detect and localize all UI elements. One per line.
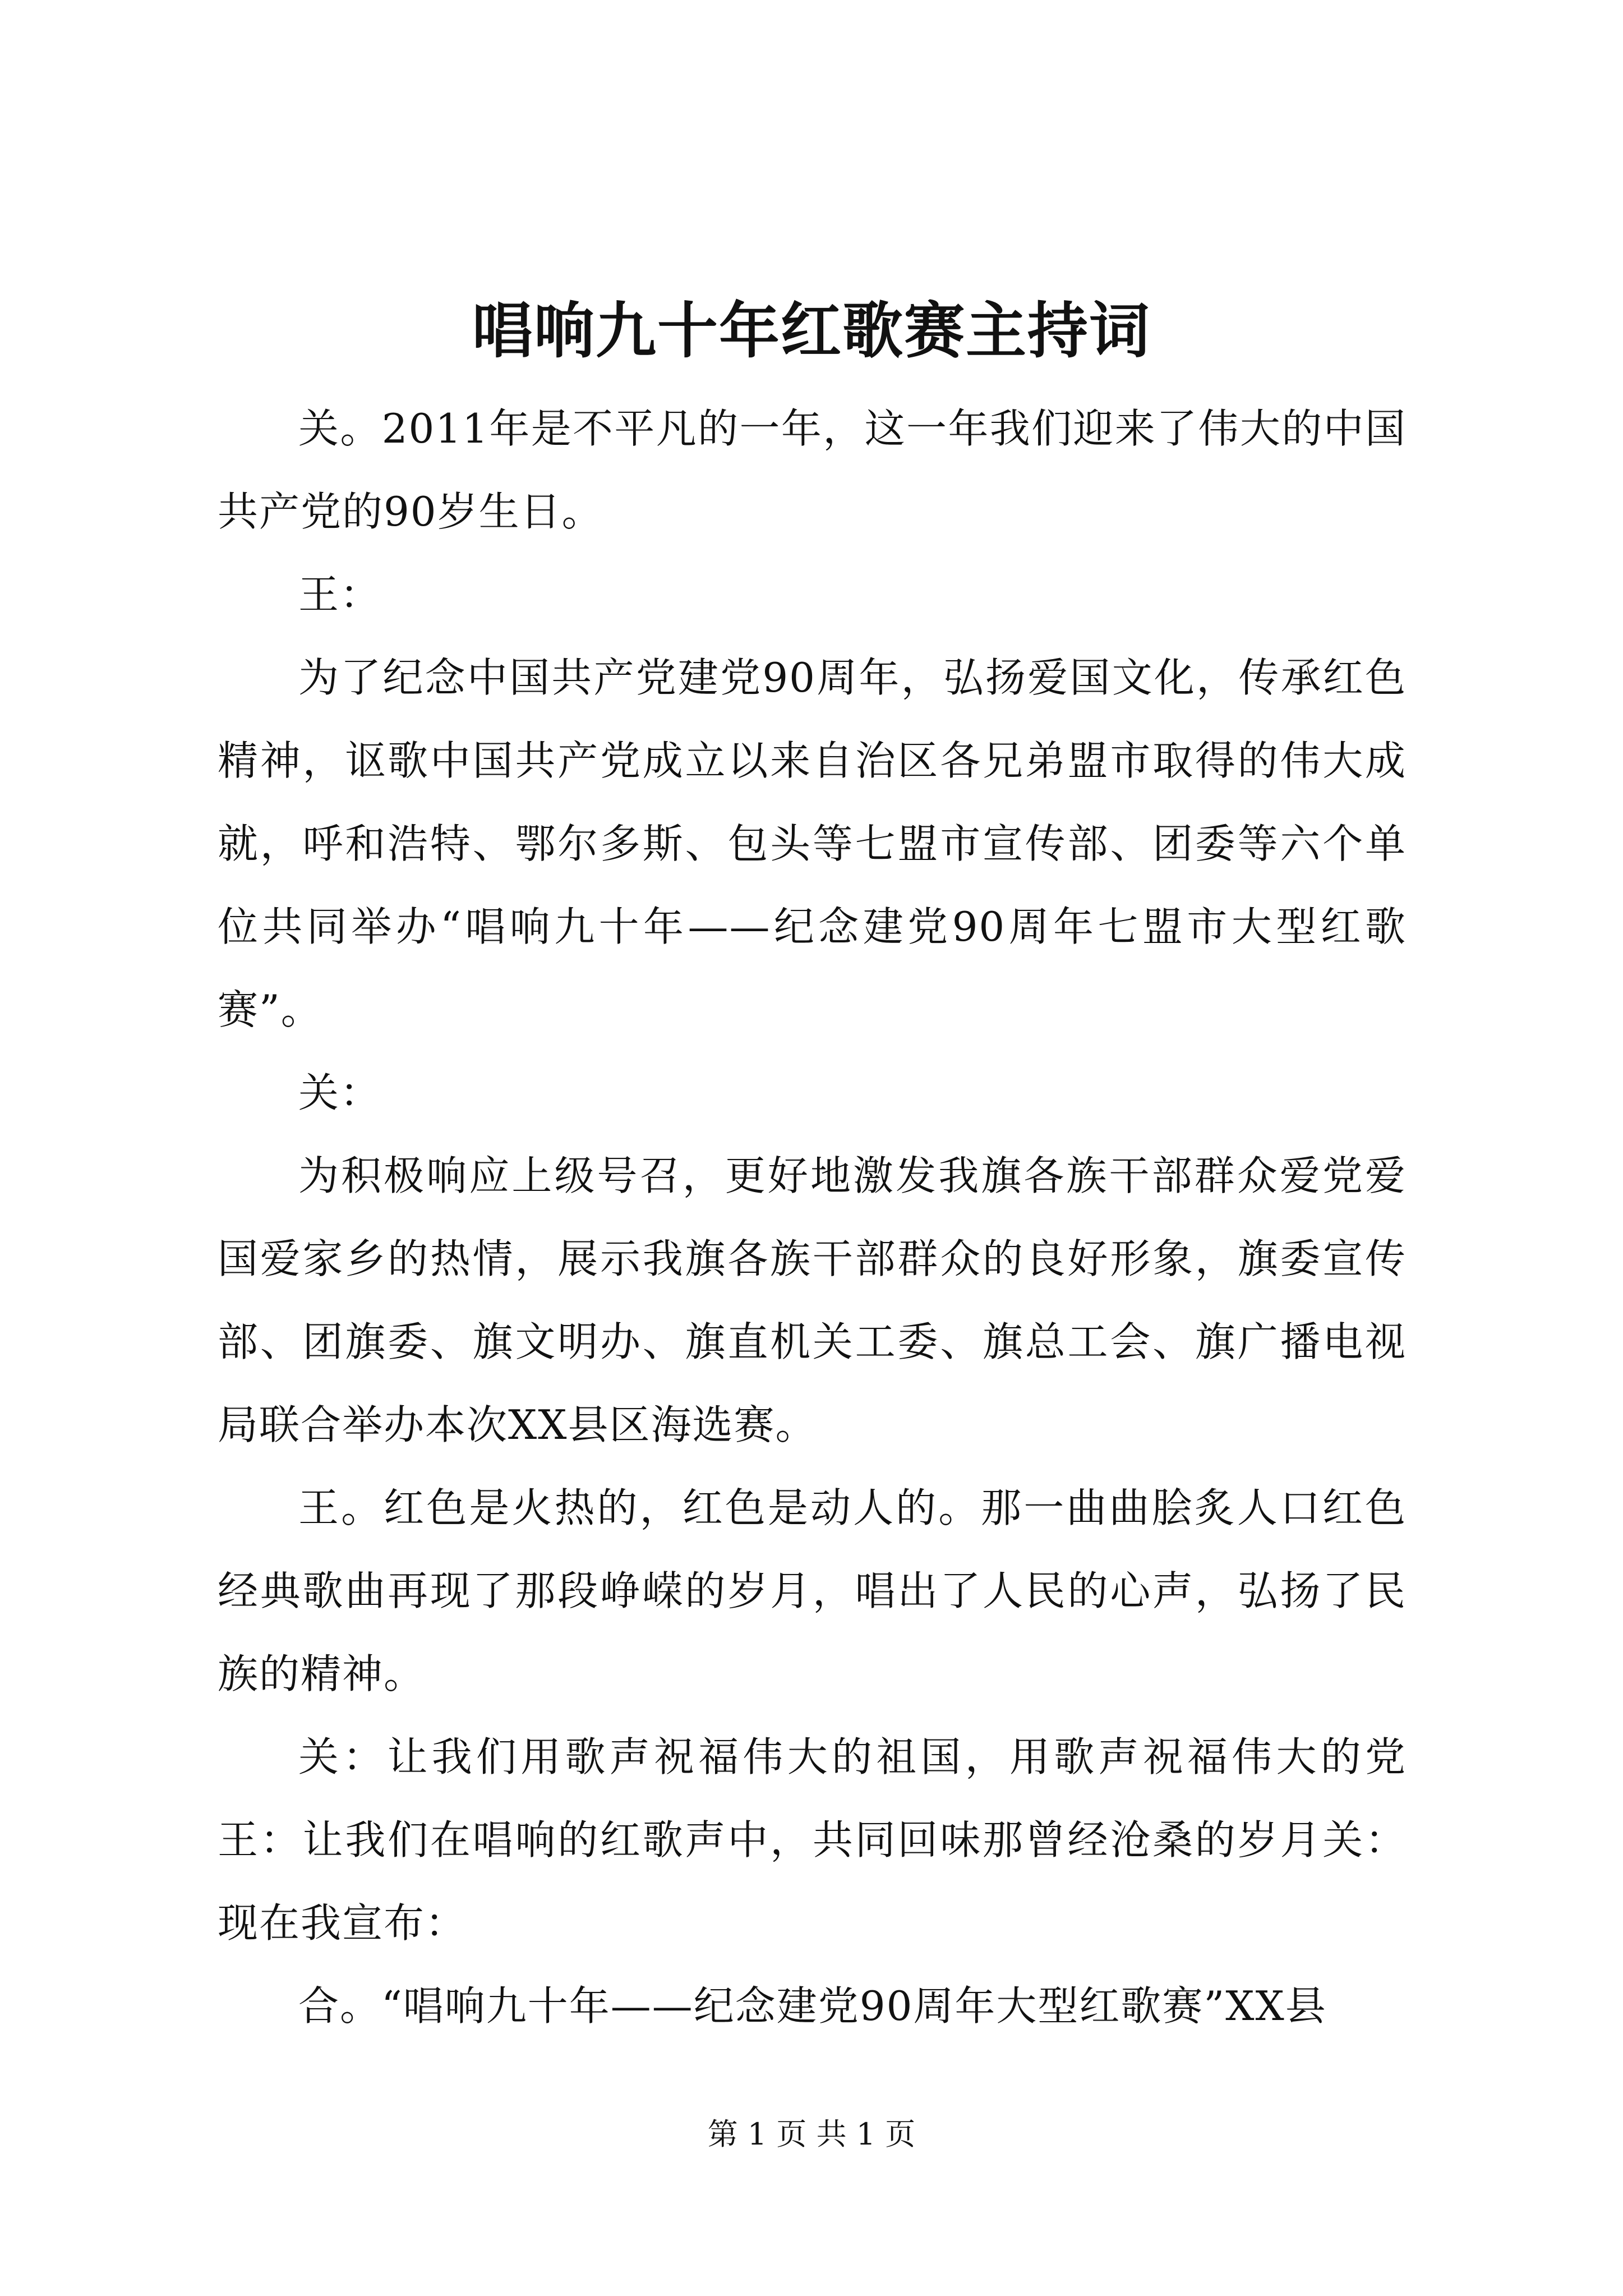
paragraph: 王。红色是火热的，红色是动人的。那一曲曲脍炙人口红色经典歌曲再现了那段峥嵘的岁月，唱出了人民的心声，弘扬了民族的精神。 bbox=[218, 1484, 1407, 1697]
page-number-footer: 第 1 页 共 1 页 bbox=[707, 2116, 916, 2152]
paragraph: 为积极响应上级号召，更好地激发我旗各族干部群众爱党爱国爱家乡的热情，展示我旗各族干部群众的良好形象，旗委宣传部、团旗委、旗文明办、旗直机关工委、旗总工会、旗广播电视局联合举办本次XX县区海选赛。 bbox=[218, 1152, 1407, 1448]
paragraph: 关。2011年是不平凡的一年，这一年我们迎来了伟大的中国共产党的90岁生日。 bbox=[218, 405, 1407, 535]
document-title: 唱响九十年红歌赛主持词 bbox=[472, 296, 1151, 366]
paragraph: 关：让我们用歌声祝福伟大的祖国，用歌声祝福伟大的党王：让我们在唱响的红歌声中，共同回味那曾经沧桑的岁月关：现在我宣布： bbox=[218, 1733, 1407, 1947]
paragraph: 合。“唱响九十年——纪念建党90周年大型红歌赛”XX县 bbox=[298, 1982, 1327, 2030]
paragraph: 关： bbox=[298, 1069, 382, 1116]
paragraph: 王： bbox=[298, 571, 382, 618]
paragraph: 为了纪念中国共产党建党90周年，弘扬爱国文化，传承红色精神，讴歌中国共产党成立以来自治区各兄弟盟市取得的伟大成就，呼和浩特、鄂尔多斯、包头等七盟市宣传部、团委等六个单位共同举办“唱响九十年——纪念建党90周年七盟市大型红歌赛”。 bbox=[218, 654, 1407, 1033]
document-body bbox=[218, 387, 1407, 2047]
